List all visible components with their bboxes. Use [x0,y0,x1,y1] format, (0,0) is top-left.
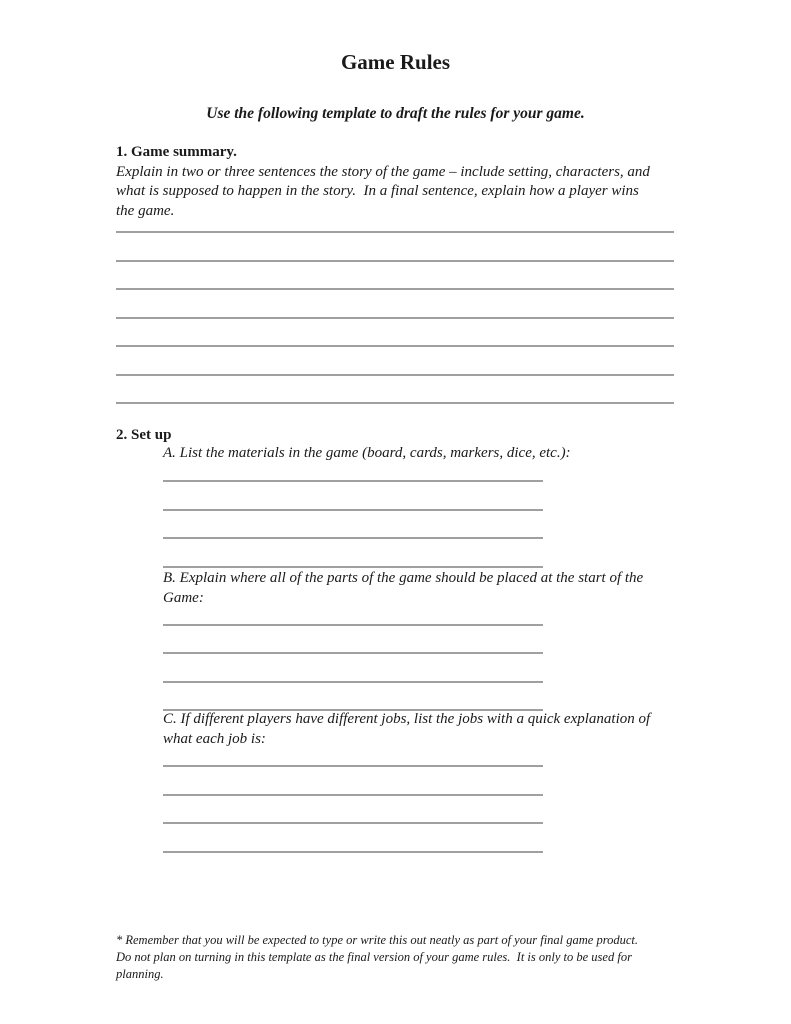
writing-line [163,796,543,825]
text-line: what is supposed to happen in the story. In a final sentence, explain how a player wins [116,183,639,199]
writing-line [116,319,674,348]
text-line: planning. [116,967,164,981]
writing-line [163,511,543,540]
section2-heading: 2. Set up [116,427,172,443]
writing-line [116,290,674,319]
writing-line [163,654,543,683]
doc-title: Game Rules [340,50,451,74]
part-c-writing-lines [163,739,543,853]
writing-line [163,539,543,568]
text-line: the game. [116,202,175,219]
text-line: Game: [163,589,204,606]
writing-line [163,626,543,655]
doc-subtitle: Use the following template to draft the rules for your game. [206,105,585,122]
writing-line [163,767,543,796]
writing-line [116,376,674,405]
writing-line [116,205,674,234]
text-line: B. Explain where all of the parts of the game should be placed at the start of the [163,570,644,586]
writing-line [163,597,543,626]
writing-line [163,739,543,768]
writing-line [163,482,543,511]
writing-line [116,262,674,291]
text-line: * Remember that you will be expected to type or write this out neatly as part of your final game product. [116,933,639,947]
part-b-writing-lines [163,597,543,711]
writing-line [116,233,674,262]
writing-line [163,454,543,483]
footer-note [116,932,638,983]
writing-line [163,824,543,853]
text-line: Explain in two or three sentences the story of the game – include setting, characters, and [116,163,650,180]
text-line: A. List the materials in the game (board, cards, markers, dice, etc.): [163,445,571,461]
writing-line [163,683,543,712]
text-line: what each job is: [163,730,266,747]
text-line: Do not plan on turning in this template as the final version of your game rules. It is only to be used for [116,950,632,964]
writing-line [116,347,674,376]
text-line: C. If different players have different jobs, list the jobs with a quick explanation of [163,711,651,727]
section1-heading: 1. Game summary. [116,144,237,160]
part-a-writing-lines [163,454,543,568]
section1-writing-lines [116,205,674,405]
